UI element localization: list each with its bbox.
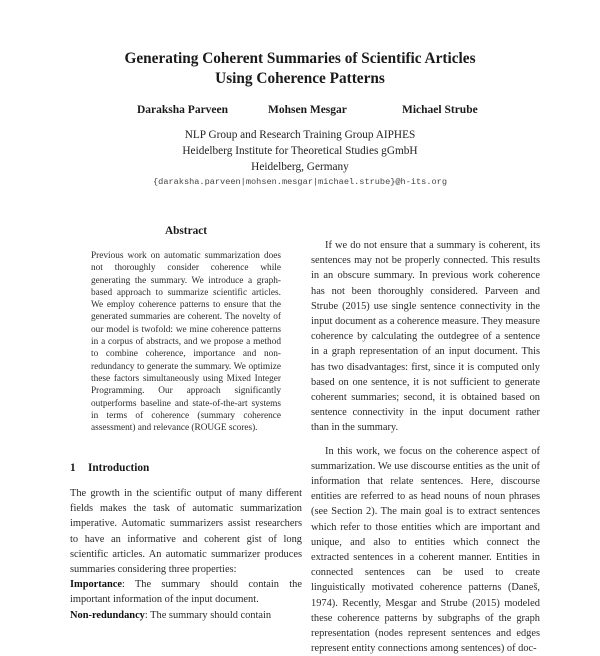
section-number: 1 <box>70 462 76 474</box>
abstract-heading: Abstract <box>164 225 208 237</box>
abstract-text: Previous work on automatic summarization does not thoroughly consider coherence while generating the summary. We introduce a graph-based approach to summarize scientific articles. We employ coherence patterns to ensure that the generated summaries are coherent. The novelty of our model is twofold: we mine coherence patterns in a corpus of abstracts, and we propose a method to combine coherence, importance and non-redundancy to generate the summary. We optimize these factors simultaneously using Mixed Integer Programming. Our approach significantly outperforms baseline and state-of-the-art systems in terms of coherence (summary coherence assessment) and relevance (ROUGE scores). <box>91 251 281 434</box>
property-text: : The summary should contain the important information of the input document. <box>70 579 302 606</box>
author-name: Mohsen Mesgar <box>268 104 347 116</box>
property-text: : The summary should contain <box>144 609 272 621</box>
section-heading-introduction <box>70 462 149 474</box>
affiliation-block <box>0 127 600 189</box>
property-non-redundancy <box>70 608 302 623</box>
property-label: Non-redundancy <box>70 609 145 621</box>
property-importance <box>70 577 302 607</box>
affiliation-line: Heidelberg, Germany <box>251 161 349 173</box>
title-line-1: Generating Coherent Summaries of Scientific Articles <box>124 50 476 67</box>
section-title: Introduction <box>88 462 150 474</box>
paper-title <box>0 49 600 89</box>
body-paragraph: If we do not ensure that a summary is coherent, its sentences may not be properly connected. This results in an obscure summary. In previous work coherence has not been thoroughly considered. Parveen and Strube (2015) use single sentence connectivity in the input document as a coherence measure. They measure coherence by calculating the outdegree of a sentence in a graph representation of an input document. This has two disadvantages: first, since it is computed only based on one sentence, it is not sufficient to generate coherent summaries; second, it is obtained based on sentence connectivity in the input document rather than in the summary. <box>311 240 540 434</box>
author-emails: {daraksha.parveen|mohsen.mesgar|michael.strube}@h-its.org <box>153 177 447 187</box>
introduction-body <box>70 486 302 623</box>
body-paragraph: In this work, we focus on the coherence aspect of summarization. We use discourse entities as the unit of information that relate sentences. Here, discourse entities are referred to as head nouns of noun phrases (see Section 2). The main goal is to extract sentences which refer to those entities which are important and unique, and also to entities which connect the extracted sentences in a coherent manner. Entities in connected sentences can be used to create linguistically motivated coherence patterns (Daneš, 1974). Recently, Mesgar and Strube (2015) modeled these coherence patterns by subgraphs of the graph representation (nodes represent sentences and edges represent entity connections among sentences) of doc- <box>311 445 540 655</box>
affiliation-line: NLP Group and Research Training Group AIPHES <box>184 129 416 141</box>
author-name: Daraksha Parveen <box>137 104 229 116</box>
title-line-2: Using Coherence Patterns <box>215 70 385 87</box>
intro-paragraph: The growth in the scientific output of many different fields makes the task of automatic summarization imperative. Automatic summarizers assist researchers to have an informative and coherent gist of long scientific articles. An automatic summarizer produces summaries considering three properties: <box>70 488 302 576</box>
affiliation-line: Heidelberg Institute for Theoretical Studies gGmbH <box>182 145 418 157</box>
property-label: Importance <box>70 579 122 591</box>
right-column-body <box>311 238 540 656</box>
author-name: Michael Strube <box>402 104 478 116</box>
